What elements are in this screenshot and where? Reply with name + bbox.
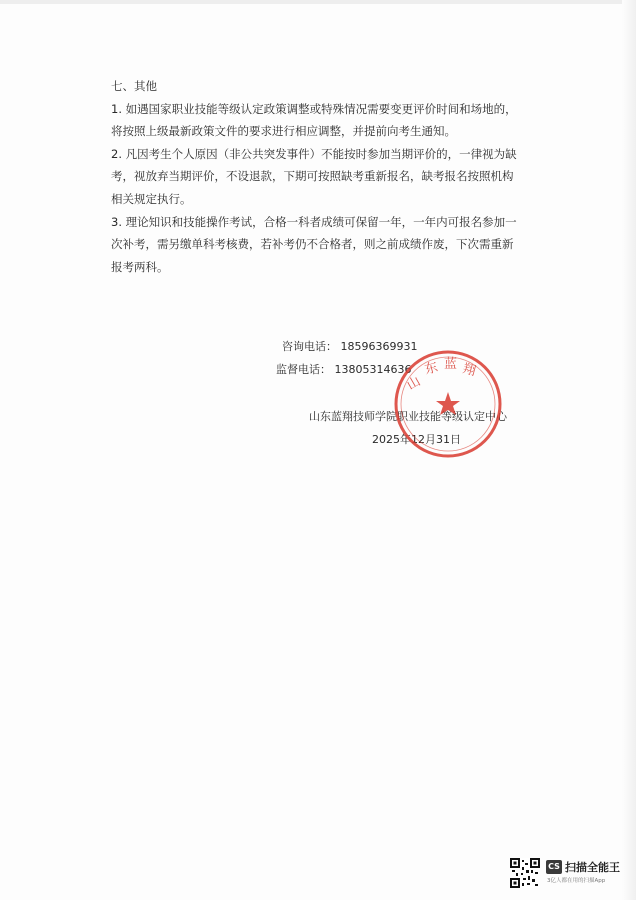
- svg-text:东: 东: [423, 360, 440, 378]
- scanner-watermark: [510, 858, 630, 890]
- supervise-phone: 监督电话： 13805314636: [276, 363, 412, 376]
- page-top-edge: [0, 0, 636, 4]
- svg-text:蓝: 蓝: [444, 357, 458, 372]
- page-right-edge: [622, 0, 636, 900]
- item-3-line-1: 3. 理论知识和技能操作考试，合格一科者成绩可保留一年，一年内可报名参加一: [111, 214, 517, 229]
- official-seal: [392, 348, 504, 460]
- camscanner-logo-icon: CS: [546, 860, 562, 874]
- item-3-line-2: 次补考，需另缴单科考核费，若补考仍不合格者，则之前成绩作废，下次需重新: [111, 237, 514, 252]
- item-1-line-1: 1. 如遇国家职业技能等级认定政策调整或特殊情况需要变更评价时间和场地的，: [111, 101, 517, 116]
- scanner-brand: 扫描全能王: [565, 861, 620, 874]
- issue-date: 2025年12月31日: [372, 433, 461, 446]
- consult-phone: 咨询电话： 18596369931: [282, 340, 418, 353]
- qr-code-icon: [510, 858, 540, 888]
- item-2-line-3: 相关规定执行。: [111, 191, 192, 206]
- document-body: [111, 75, 541, 278]
- item-2-line-2: 考，视放弃当期评价，不设退款，下期可按照缺考重新报名，缺考报名按照机构: [111, 169, 514, 184]
- item-1-line-2: 将按照上级最新政策文件的要求进行相应调整，并提前向考生通知。: [111, 124, 456, 139]
- section-heading: 七、其他: [111, 79, 157, 93]
- scanner-tagline: 3亿人都在用的扫描App: [547, 878, 606, 884]
- item-2-line-1: 2. 凡因考生个人原因（非公共突发事件）不能按时参加当期评价的，一律视为缺: [111, 146, 517, 161]
- svg-text:翔: 翔: [460, 361, 478, 380]
- item-3-line-3: 报考两科。: [111, 259, 169, 274]
- svg-text:山: 山: [404, 373, 424, 394]
- issuer-name: 山东蓝翔技师学院职业技能等级认定中心: [309, 410, 507, 423]
